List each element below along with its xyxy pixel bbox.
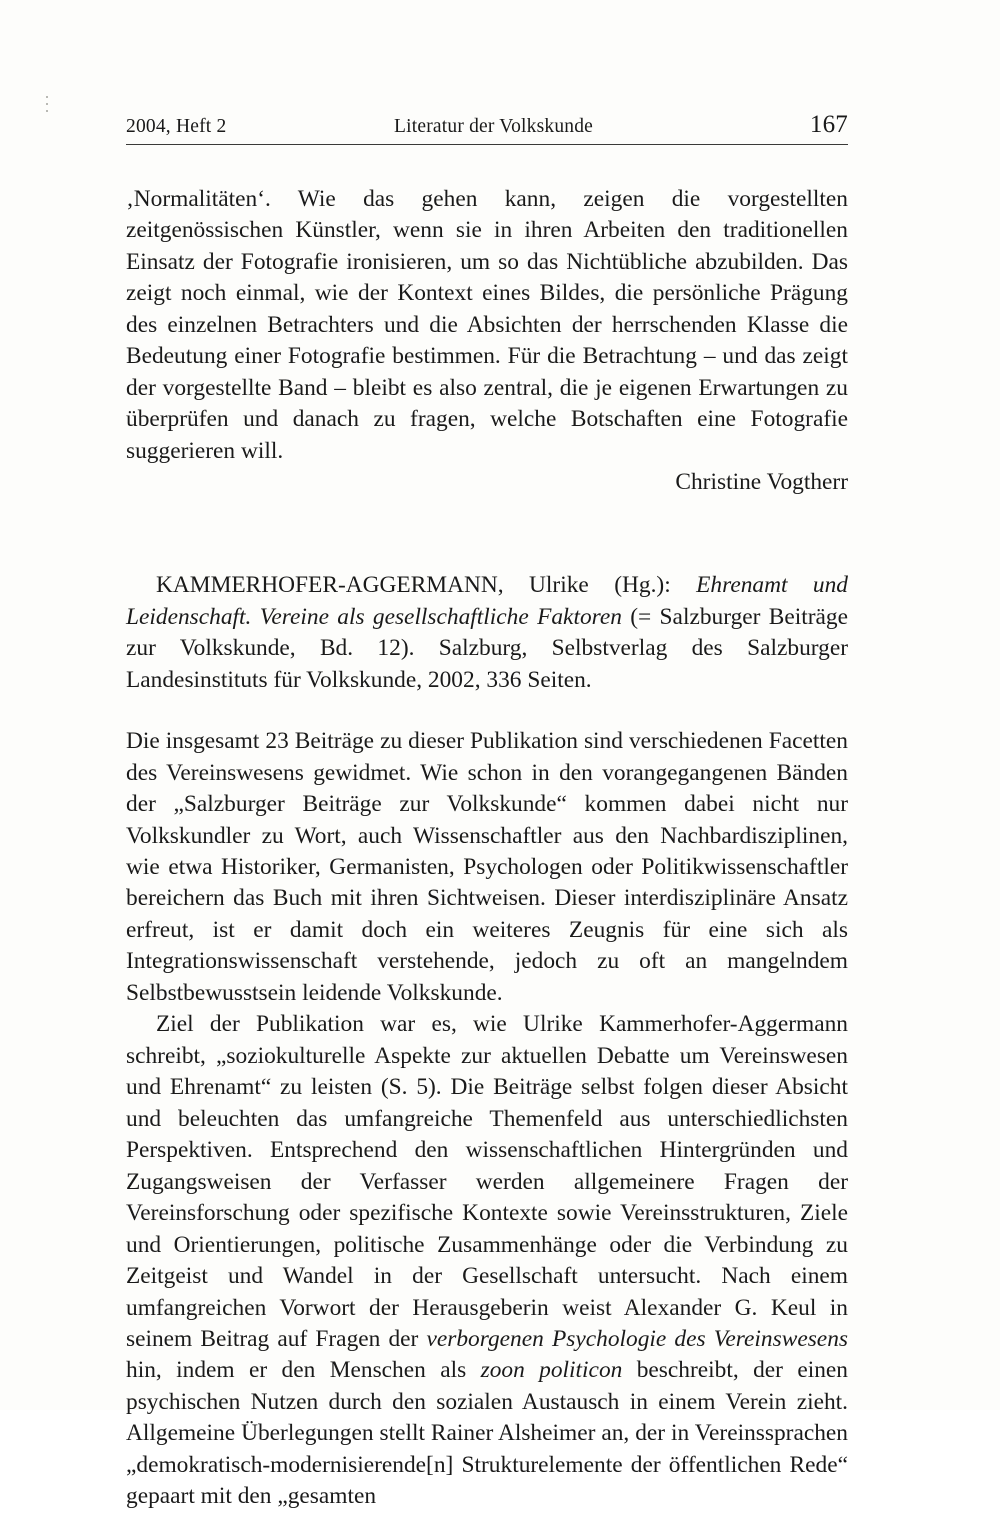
- reference-publication-details: (= Salzburger Beiträge zur Volkskunde, Bd. 12). Salzburg, Selbstverlag des Salzburger Landesinstituts für Volkskunde, 2002, 336 Seiten.: [126, 603, 848, 693]
- running-head-issue: 2004, Heft 2: [126, 116, 227, 137]
- margin-mark-dot: [46, 103, 48, 105]
- reference-title: Ehrenamt und Leidenschaft. Vereine als gesellschaftliche Faktoren: [126, 572, 848, 630]
- article-closing-paragraph: ‚Normalitäten‘. Wie das gehen kann, zeigen die vorgestellten zeitgenössischen Künstler, wenn sie in ihren Arbeiten den traditionellen Einsatz der Fotografie ironisieren, um so das Nichtübliche abzubilden. Das zeigt noch einmal, wie der Kontext eines Bildes, die persönliche Prägung des einzelnen Betrachters und die Absichten der herrschenden Klasse die Bedeutung einer Fotografie bestimmen. Für die Betrachtung – und das zeigt der vorgestellte Band – bleibt es also zentral, die je eigenen Erwartungen zu überprüfen und danach zu fragen, welche Botschaften eine Fotografie suggerieren will.: [126, 186, 848, 464]
- review-paragraph-2-text-a: Ziel der Publikation war es, wie Ulrike Kammerhofer-Aggermann schreibt, „soziokulturelle Aspekte zur aktuellen Debatte um Vereinswesen und Ehrenamt“ zu leisten (S. 5). Die Beiträge selbst folgen dieser Absicht und beleuchten das umfangreiche Themenfeld aus unterschiedlichsten Perspektiven. Entsprechend den wissenschaftlichen Hintergründen und Zugangsweisen der Verfasser werden allgemeinere Fragen der Vereinsforschung oder spezifische Kontexte sowie Vereinsstrukturen, Ziele und Orientierungen, politische Zusammenhänge oder die Verbindung zu Zeitgeist und Wandel in der Gesellschaft untersucht. Nach einem umfangreichen Vorwort der Herausgeberin weist Alexander G. Keul in seinem Beitrag auf Fragen der: [126, 1011, 848, 1352]
- review-bibliographic-reference: [126, 570, 848, 696]
- reference-author: KAMMERHOFER-AGGERMANN, Ulrike (Hg.):: [156, 572, 697, 599]
- page-number: 167: [809, 111, 848, 138]
- reviewer-signature: Christine Vogtherr: [675, 469, 848, 496]
- review-paragraph-2-italic-b: zoon politicon: [480, 1357, 623, 1384]
- running-head: [126, 112, 848, 145]
- page-content: [126, 112, 848, 1513]
- review-paragraph-2: [126, 1009, 848, 1513]
- margin-mark-dot: [46, 110, 48, 112]
- review-body: [126, 726, 848, 1513]
- review-paragraph-2-text-b: hin, indem er den Menschen als: [126, 1357, 481, 1384]
- review-paragraph-2-text-c: beschreibt, der einen psychischen Nutzen durch den sozialen Austausch in einem Verein zieht. Allgemeine Überlegungen stellt Rainer Alsheimer an, der in Vereinssprachen „demokratisch-modernisierende[n] Strukturelemente der öffentlichen Rede“ gepaart mit den „gesamten: [126, 1357, 848, 1510]
- review-paragraph-2-italic-a: verborgenen Psychologie des Vereinswesens: [426, 1326, 848, 1352]
- margin-mark-dot: [46, 96, 48, 98]
- review-paragraph-1: Die insgesamt 23 Beiträge zu dieser Publikation sind verschiedenen Facetten des Vereinswesens gewidmet. Wie schon in den vorangegangenen Bänden der „Salzburger Beiträge zur Volkskunde“ kommen dabei nicht nur Volkskundler zu Wort, auch Wissenschaftler aus den Nachbardisziplinen, wie etwa Historiker, Germanisten, Psychologen oder Politikwissenschaftler bereichern das Buch mit ihren Sichtweisen. Dieser interdisziplinäre Ansatz erfreut, ist er damit doch ein weiteres Zeugnis für eine sich als Integrationswissenschaft verstehende, jedoch zu oft an mangelndem Selbstbewusstsein leidende Volkskunde.: [126, 728, 848, 1006]
- running-head-section-title: Literatur der Volkskunde: [394, 116, 594, 137]
- margin-marks: [46, 96, 50, 126]
